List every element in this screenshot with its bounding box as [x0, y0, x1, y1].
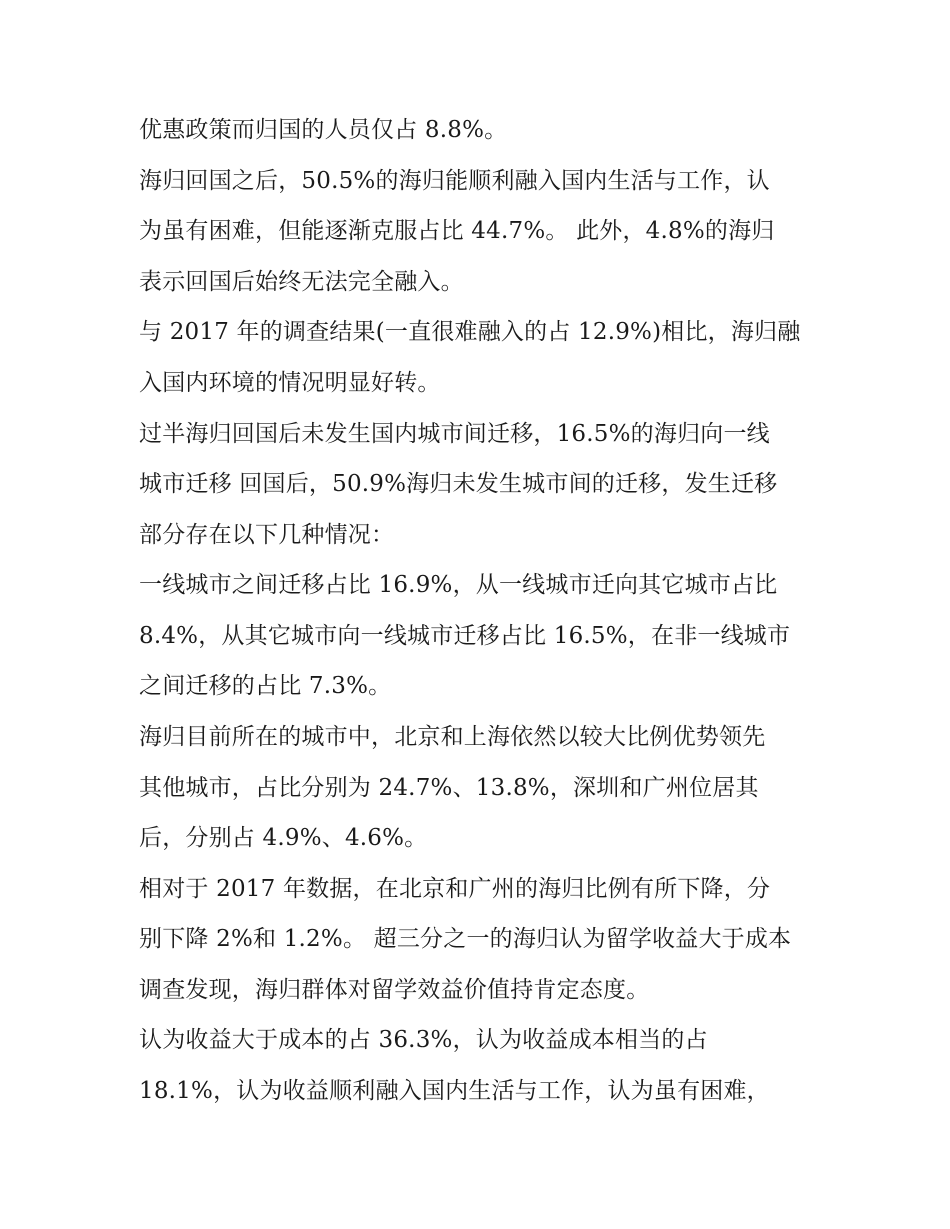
text-line: 18.1%，认为收益顺利融入国内生活与工作，认为虽有困难，	[139, 1078, 770, 1104]
text-line: 一线城市之间迁移占比 16.9%，从一线城市迁向其它城市占比	[139, 572, 778, 598]
text-line: 其他城市，占比分别为 24.7%、13.8%，深圳和广州位居其	[139, 775, 759, 801]
text-line: 后，分别占 4.9%、4.6%。	[139, 825, 428, 851]
text-line: 与 2017 年的调查结果(一直很难融入的占 12.9%)相比，海归融	[139, 319, 801, 345]
text-line: 过半海归回国后未发生国内城市间迁移，16.5%的海归向一线	[139, 421, 770, 447]
text-line: 之间迁移的占比 7.3%。	[139, 673, 392, 699]
text-line: 8.4%，从其它城市向一线城市迁移占比 16.5%，在非一线城市	[139, 623, 791, 649]
text-line: 相对于 2017 年数据，在北京和广州的海归比例有所下降，分	[139, 876, 771, 902]
text-line: 部分存在以下几种情况：	[139, 522, 395, 548]
text-line: 为虽有困难，但能逐渐克服占比 44.7%。 此外，4.8%的海归	[139, 218, 775, 244]
text-line: 海归回国之后，50.5%的海归能顺利融入国内生活与工作，认	[139, 168, 770, 194]
text-line: 海归目前所在的城市中，北京和上海依然以较大比例优势领先	[139, 724, 766, 750]
text-line: 认为收益大于成本的占 36.3%，认为收益成本相当的占	[139, 1027, 708, 1053]
text-line: 入国内环境的情况明显好转。	[139, 370, 441, 396]
text-line: 优惠政策而归国的人员仅占 8.8%。	[139, 117, 508, 143]
text-line: 城市迁移 回国后，50.9%海归未发生城市间的迁移，发生迁移	[139, 471, 778, 497]
text-line: 表示回国后始终无法完全融入。	[139, 269, 464, 295]
text-line: 调查发现，海归群体对留学效益价值持肯定态度。	[139, 977, 650, 1003]
text-line: 别下降 2%和 1.2%。 超三分之一的海归认为留学收益大于成本	[139, 926, 792, 952]
